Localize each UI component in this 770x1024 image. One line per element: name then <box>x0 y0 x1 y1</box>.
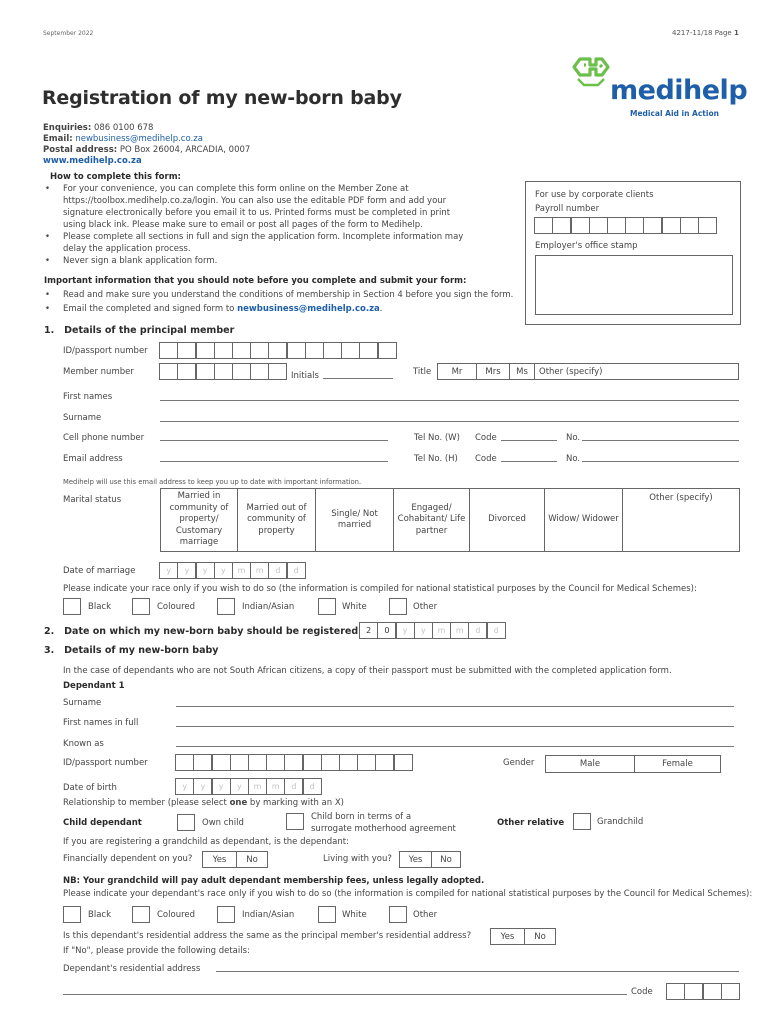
howto-b3: Never sign a blank application form. <box>63 256 218 266</box>
bullet: • <box>45 256 51 266</box>
logo-wordmark: medihelp <box>610 75 748 106</box>
email-note: Medihelp will use this email address to keep you up to date with important information. <box>63 478 362 486</box>
marital-options[interactable] <box>160 488 740 552</box>
dep-first-names-field[interactable] <box>176 726 734 727</box>
marital-label: Marital status <box>63 495 122 505</box>
code-h-label: Code <box>475 454 497 464</box>
race-indian-label: Indian/Asian <box>242 602 295 612</box>
dep-race-white-checkbox[interactable] <box>318 906 336 923</box>
postal-label: Postal address: <box>43 145 118 155</box>
title-mrs[interactable]: Mrs <box>476 364 509 379</box>
marital-divorced[interactable]: Divorced <box>469 489 544 551</box>
surname-label: Surname <box>63 413 102 423</box>
other-relative-label: Other relative <box>497 818 565 828</box>
residential-no[interactable]: No <box>524 929 555 944</box>
dep-race-coloured-label: Coloured <box>157 910 196 920</box>
living-label: Living with you? <box>323 854 392 864</box>
howto-b1-l2: https://toolbox.medihelp.co.za/login. You can also use the editable PDF form and add your <box>63 196 447 206</box>
form-ref: 4217-11/18 <box>672 29 713 37</box>
member-number-label: Member number <box>63 367 134 377</box>
nb-note: NB: Your grandchild will pay adult dependant membership fees, unless legally adopted. <box>63 876 485 886</box>
dep-race-black-checkbox[interactable] <box>63 906 81 923</box>
logo-icon <box>570 55 612 87</box>
living-no[interactable]: No <box>431 852 460 867</box>
howto-b2-l1: Please complete all sections in full and sign the application form. Incomplete information may <box>63 232 464 242</box>
email-line <box>43 134 203 144</box>
race-note: Please indicate your race only if you wish to do so (the information is compiled for national statistical purposes by the Council for Medical Schemes): <box>63 584 697 594</box>
rel-bold: one <box>229 798 248 808</box>
dep-known-as-field[interactable] <box>176 746 734 747</box>
grandchild-checkbox[interactable] <box>573 813 591 830</box>
dep-race-other-checkbox[interactable] <box>389 906 407 923</box>
relationship-instruction <box>63 798 344 808</box>
section1-heading: 1. Details of the principal member <box>44 325 235 336</box>
residential-options[interactable] <box>490 928 556 945</box>
race-white-label: White <box>342 602 367 612</box>
corporate-label: For use by corporate clients <box>535 190 654 200</box>
race-other-label: Other <box>413 602 438 612</box>
race-white-checkbox[interactable] <box>318 598 336 615</box>
residential-address-field-2[interactable] <box>63 994 627 995</box>
financially-yes[interactable]: Yes <box>212 854 227 865</box>
member-number-field[interactable] <box>160 363 287 380</box>
surname-field[interactable] <box>160 421 739 422</box>
marriage-date-label: Date of marriage <box>63 566 136 576</box>
postal-value: PO Box 26004, ARCADIA, 0007 <box>119 145 251 155</box>
title-ms[interactable]: Ms <box>509 364 534 379</box>
surrogate-label-l1: Child born in terms of a <box>311 812 412 822</box>
race-other-checkbox[interactable] <box>389 598 407 615</box>
section3-heading: 3. Details of my new-born baby <box>44 645 219 656</box>
page-label: Page <box>714 29 732 37</box>
code-h-field[interactable] <box>501 461 557 462</box>
important-b2-text: Email the completed and signed form to <box>63 304 235 314</box>
page-number: 1 <box>733 29 739 37</box>
no-h-field[interactable] <box>582 461 739 462</box>
living-options[interactable] <box>399 851 461 868</box>
bullet: • <box>45 232 51 242</box>
race-indian-checkbox[interactable] <box>217 598 235 615</box>
form-date: September 2022 <box>43 30 94 37</box>
race-coloured-checkbox[interactable] <box>132 598 150 615</box>
howto-b1-l4: using black ink. Please make sure to email or post all pages of the form to Medihelp. <box>63 220 423 230</box>
section2-heading: 2. Date on which my new-born baby should be registered <box>44 626 359 637</box>
res-code-field[interactable] <box>667 983 740 1000</box>
id-passport-label: ID/passport number <box>63 346 148 356</box>
title-mr[interactable]: Mr <box>451 366 463 377</box>
first-names-field[interactable] <box>160 400 739 401</box>
dep-race-black-label: Black <box>88 910 111 920</box>
important-email-link[interactable]: newbusiness@medihelp.co.za <box>237 304 380 314</box>
race-black-label: Black <box>88 602 111 612</box>
dob-label: Date of birth <box>63 783 117 793</box>
dep-race-coloured-checkbox[interactable] <box>132 906 150 923</box>
marital-in-community[interactable]: Married in community of property/ Customary marriage <box>169 491 229 548</box>
howto-heading: How to complete this form: <box>50 172 181 182</box>
race-coloured-label: Coloured <box>157 602 196 612</box>
title-label: Title <box>413 367 432 377</box>
id-passport-field[interactable] <box>160 342 397 359</box>
grandchild-note: If you are registering a grandchild as dependant, is the dependant: <box>63 837 349 847</box>
cell-label: Cell phone number <box>63 433 145 443</box>
gender-label: Gender <box>503 758 535 768</box>
howto-b1-l1: For your convenience, you can complete this form online on the Member Zone at <box>63 184 409 194</box>
payroll-number-field[interactable] <box>535 217 717 234</box>
email-link[interactable]: newbusiness@medihelp.co.za <box>75 134 203 144</box>
marital-single[interactable]: Single/ Not married <box>315 489 393 551</box>
dep-race-indian-checkbox[interactable] <box>217 906 235 923</box>
section3-note: In the case of dependants who are not South African citizens, a copy of their passport must be submitted with the completed application form. <box>63 666 672 676</box>
rel-post: by marking with an X) <box>247 798 344 808</box>
howto-b1-l3: signature electronically before you email it to us. Printed forms must be completed in print <box>63 208 451 218</box>
medihelp-logo <box>570 55 748 120</box>
dep-surname-label: Surname <box>63 698 102 708</box>
title-options[interactable] <box>437 363 739 380</box>
marriage-date-field[interactable]: y y y y m m d d <box>160 562 306 579</box>
living-yes[interactable]: Yes <box>408 854 423 865</box>
child-dependant-label: Child dependant <box>63 818 142 828</box>
page-title: Registration of my new-born baby <box>42 87 402 109</box>
bullet: • <box>45 184 51 194</box>
bullet: • <box>45 304 51 314</box>
email-label: Email: <box>43 134 73 144</box>
own-child-label: Own child <box>202 818 244 828</box>
dep-race-white-label: White <box>342 910 367 920</box>
no-w-field[interactable] <box>582 440 739 441</box>
code-w-field[interactable] <box>501 440 557 441</box>
dep-id-label: ID/passport number <box>63 758 148 768</box>
financially-options[interactable] <box>202 851 268 868</box>
page-reference <box>672 29 739 37</box>
dep-known-as-label: Known as <box>63 739 104 749</box>
no-w-label: No. <box>566 433 581 443</box>
dob-field[interactable]: y y y y m m d d <box>176 778 322 795</box>
first-names-label: First names <box>63 392 113 402</box>
surrogate-checkbox[interactable] <box>286 813 304 830</box>
dep-surname-field[interactable] <box>176 706 734 707</box>
enquiries-label: Enquiries: <box>43 123 92 133</box>
rel-pre: Relationship to member (please select <box>63 798 230 808</box>
residential-yes[interactable]: Yes <box>500 931 515 942</box>
no-h-label: No. <box>566 454 581 464</box>
email-address-field[interactable] <box>160 461 388 462</box>
payroll-label: Payroll number <box>535 204 600 214</box>
financially-no[interactable]: No <box>236 852 267 867</box>
residential-address-label: Dependant's residential address <box>63 964 201 974</box>
if-no-note: If "No", please provide the following details: <box>63 946 250 956</box>
race-black-checkbox[interactable] <box>63 598 81 615</box>
own-child-checkbox[interactable] <box>177 814 195 831</box>
office-stamp-area[interactable] <box>535 255 733 315</box>
important-heading: Important information that you should note before you complete and submit your form: <box>44 276 467 286</box>
dep-race-note: Please indicate your dependant's race only if you wish to do so (the information is compiled for national statistical purposes by the Council for Medical Schemes): <box>63 889 753 899</box>
grandchild-label: Grandchild <box>597 817 644 827</box>
marital-engaged[interactable]: Engaged/ Cohabitant/ Life partner <box>393 489 469 551</box>
initials-label: Initials <box>291 371 319 381</box>
registration-date-field[interactable]: 2 0 y y m m d d <box>360 622 506 639</box>
important-b1: Read and make sure you understand the conditions of membership in Section 4 before you sign the form. <box>63 290 514 300</box>
cell-field[interactable] <box>160 440 388 441</box>
initials-field[interactable] <box>323 378 393 379</box>
surrogate-label-l2: surrogate motherhood agreement <box>311 824 456 834</box>
bullet: • <box>45 290 51 300</box>
logo-tagline: Medical Aid in Action <box>630 109 719 118</box>
dep-id-field[interactable] <box>176 754 413 771</box>
enquiries-line <box>43 123 153 133</box>
postal-line <box>43 145 250 155</box>
marital-other[interactable]: Other (specify) <box>622 489 739 551</box>
tel-w-label: Tel No. (W) <box>414 433 460 443</box>
title-other[interactable]: Other (specify) <box>534 364 738 379</box>
tel-h-label: Tel No. (H) <box>414 454 458 464</box>
code-w-label: Code <box>475 433 497 443</box>
dependant-heading: Dependant 1 <box>63 681 125 691</box>
res-code-label: Code <box>631 987 653 997</box>
stamp-label: Employer's office stamp <box>535 241 638 251</box>
important-b2-end: . <box>379 304 383 314</box>
marital-widow[interactable]: Widow/ Widower <box>544 489 622 551</box>
gender-male[interactable]: Male <box>579 759 601 769</box>
gender-options[interactable] <box>545 755 721 773</box>
dep-first-names-label: First names in full <box>63 718 139 728</box>
marital-out-community[interactable]: Married out of community of property <box>237 489 315 551</box>
important-b2 <box>63 304 382 314</box>
gender-female[interactable]: Female <box>634 756 720 772</box>
residential-address-field-1[interactable] <box>216 971 739 972</box>
financially-label: Financially dependent on you? <box>63 854 193 864</box>
enquiries-value: 086 0100 678 <box>93 123 154 133</box>
residential-question: Is this dependant's residential address the same as the principal member's residential address? <box>63 931 472 941</box>
email-address-label: Email address <box>63 454 123 464</box>
dep-race-other-label: Other <box>413 910 438 920</box>
howto-b2-l2: delay the application process. <box>63 244 191 254</box>
dep-race-indian-label: Indian/Asian <box>242 910 295 920</box>
website-link[interactable]: www.medihelp.co.za <box>43 156 142 166</box>
